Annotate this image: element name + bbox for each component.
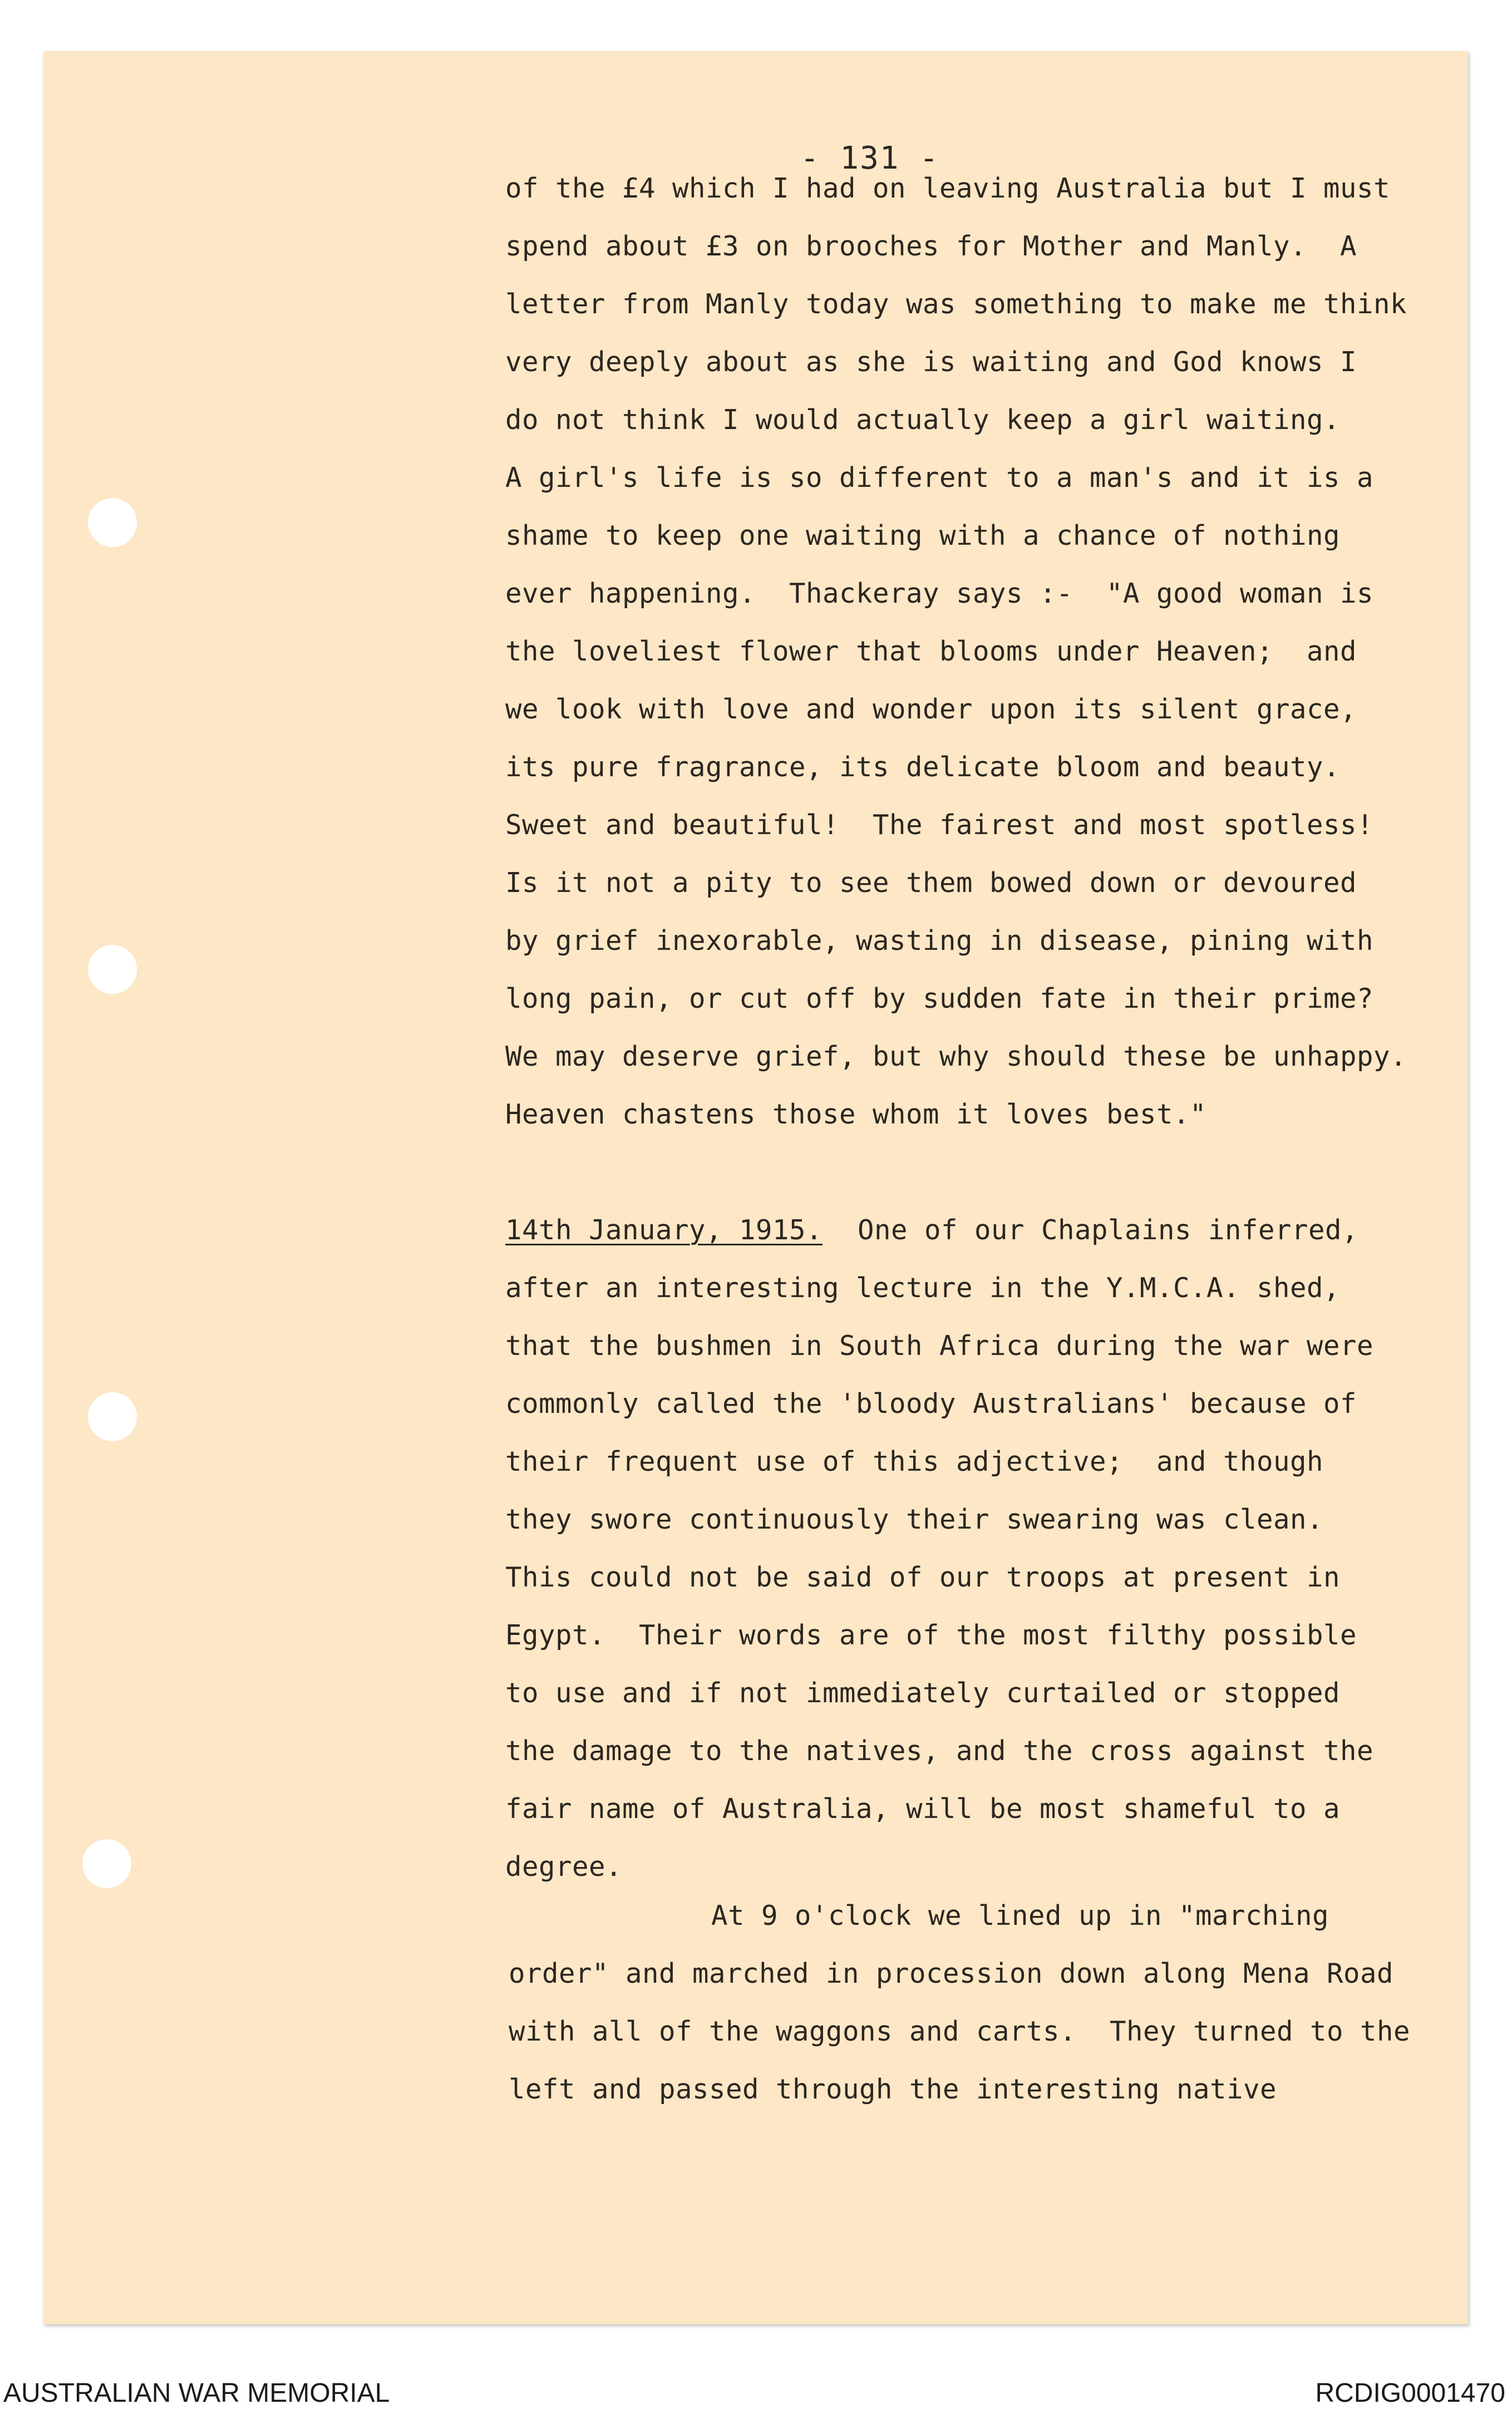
text-line: its pure fragrance, its delicate bloom and beauty. [505,751,1341,783]
text-line: Is it not a pity to see them bowed down or devoured [505,867,1357,899]
text-line: fair name of Australia, will be most shameful to a [505,1793,1341,1825]
page-number: - 131 - [800,140,940,176]
text-line: their frequent use of this adjective; and though [505,1446,1324,1477]
text-line: Egypt. Their words are of the most filthy possible [505,1619,1357,1651]
text-line: by grief inexorable, wasting in disease, pining with [505,925,1374,957]
text-line: left and passed through the interesting native [509,2073,1277,2105]
text-line: We may deserve grief, but why should these be unhappy. [505,1041,1407,1072]
text-line: degree. [505,1851,623,1883]
text-line: the damage to the natives, and the cross against the [505,1735,1374,1767]
text-line: This could not be said of our troops at present in [505,1561,1341,1593]
text-line: that the bushmen in South Africa during the war were [505,1330,1374,1362]
text-line: of the £4 which I had on leaving Australia but I must [505,173,1391,204]
footer-institution: AUSTRALIAN WAR MEMORIAL [3,2378,390,2408]
text-line: order" and marched in procession down along Mena Road [509,1958,1394,1989]
text-line: Heaven chastens those whom it loves best." [505,1098,1207,1130]
text-line: long pain, or cut off by sudden fate in their prime? [505,983,1374,1014]
text-line: do not think I would actually keep a girl waiting. [505,404,1341,436]
text-line: spend about £3 on brooches for Mother and Manly. A [505,230,1357,262]
text-line: shame to keep one waiting with a chance of nothing [505,520,1341,551]
footer-reference: RCDIG0001470 [1315,2378,1505,2408]
text-line: Sweet and beautiful! The fairest and most spotless! [505,809,1374,841]
text-line: A girl's life is so different to a man's and it is a [505,462,1374,494]
text-line: to use and if not immediately curtailed or stopped [505,1677,1341,1709]
text-line: At 9 o'clock we lined up in "marching [711,1900,1329,1932]
date-heading: 14th January, 1915. [505,1214,823,1246]
text-line: they swore continuously their swearing was clean. [505,1504,1324,1535]
text-line: after an interesting lecture in the Y.M.C.A. shed, [505,1272,1341,1304]
text-line: ever happening. Thackeray says :- "A good woman is [505,578,1374,609]
text-line: commonly called the 'bloody Australians' because of [505,1388,1357,1420]
text-line: letter from Manly today was something to make me think [505,288,1407,320]
document-page [43,51,1468,2324]
text-line: very deeply about as she is waiting and God knows I [505,346,1357,378]
text-line: we look with love and wonder upon its silent grace, [505,693,1357,725]
text-line: the loveliest flower that blooms under Heaven; and [505,635,1357,667]
text-line: with all of the waggons and carts. They turned to the [509,2016,1411,2047]
typed-text [43,51,1468,2324]
text-line: One of our Chaplains inferred, [858,1214,1359,1246]
